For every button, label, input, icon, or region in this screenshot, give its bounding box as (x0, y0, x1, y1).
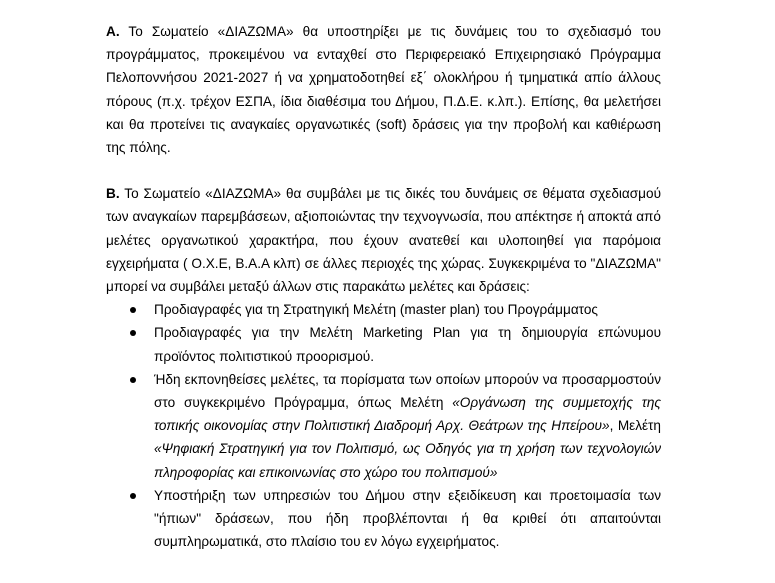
bullet-list (106, 298, 661, 553)
document-page (106, 20, 661, 553)
bullet-icon (130, 377, 136, 383)
paragraph-a-label: Α. (106, 24, 120, 39)
paragraph-a-text: Το Σωματείο «ΔΙΑΖΩΜΑ» θα υποστηρίξει με τις δυνάμεις του το σχεδιασμό του προγράμματος, προκειμένου να ενταχθεί στο Περιφερειακό Επιχειρησιακό Πρόγραμμα Πελοποννήσου 2021-2027 ή να χρηματοδοτηθεί εξ΄ ολοκλήρου ή τμηματικά απίο άλλους πόρους (π.χ. τρέχον ΕΣΠΑ, ίδια διαθέσιμα του Δήμου, Π.Δ.Ε. κ.λπ.). Επίσης, θα μελετήσει και θα προτείνει τις αναγκαίες οργανωτικές (soft) δράσεις για την προβολή και καθιέρωση της πόλης. (106, 24, 661, 156)
study-title-digital-strategy: «Ψηφιακή Στρατηγική για τον Πολιτισμό, ως Οδηγός για τη χρήση των τεχνολογιών πληροφορίας και επικοινωνίας στο χώρο του πολιτισμού» (154, 441, 661, 480)
list-item-text: Προδιαγραφές για τη Στρατηγική Μελέτη (master plan) του Προγράμματος (154, 302, 598, 318)
list-item-text-mid: , Μελέτη (609, 418, 661, 434)
bullet-icon (130, 330, 136, 336)
bullet-icon (130, 493, 136, 499)
paragraph-b-label: Β. (106, 186, 120, 202)
paragraph-b (106, 182, 661, 298)
list-item (106, 484, 661, 554)
list-item-text: Υποστήριξη των υπηρεσιών του Δήμου στην εξειδίκευση και προετοιμασία των "ήπιων" δράσεων, που ήδη προβλέπονται ή θα κριθεί ότι απαιτούνται συμπληρωματικά, στο πλαίσιο του εν λόγω εγχειρήματος. (154, 487, 661, 550)
paragraph-b-text: Το Σωματείο «ΔΙΑΖΩΜΑ» θα συμβάλει με τις δικές του δυνάμεις σε θέματα σχεδιασμού των αναγκαίων παρεμβάσεων, αξιοποιώντας την τεχνογνωσία, που απέκτησε ή αποκτά από μελέτες οργανωτικού χαρακτήρα, που έχουν ανατεθεί και υλοποιηθεί για παρόμοια εγχειρήματα ( Ο.Χ.Ε, Β.Α.Α κλπ) σε άλλες περιοχές της χώρας. Συγκεκριμένα το "ΔΙΑΖΩΜΑ" μπορεί να συμβάλει μεταξύ άλλων στις παρακάτω μελέτες και δράσεις: (106, 186, 661, 295)
list-item (106, 298, 661, 321)
list-item (106, 368, 661, 484)
study-title-epirus: «Οργάνωση της συμμετοχής της τοπικής οικονομίας στην Πολιτιστική Διαδρομή Αρχ. Θεάτρων της Ηπείρου» (154, 395, 661, 434)
paragraph-a (106, 20, 661, 159)
bullet-icon (130, 307, 136, 313)
list-item-text-start: Ήδη εκπονηθείσες μελέτες, τα πορίσματα των οποίων μπορούν να προσαρμοστούν στο συγκεκριμένο Πρόγραμμα, όπως Μελέτη (154, 371, 661, 411)
list-item (106, 321, 661, 367)
list-item-text: Προδιαγραφές για την Μελέτη Marketing Plan για τη δημιουργία επώνυμου προϊόντος πολιτιστικού προορισμού. (154, 325, 661, 364)
